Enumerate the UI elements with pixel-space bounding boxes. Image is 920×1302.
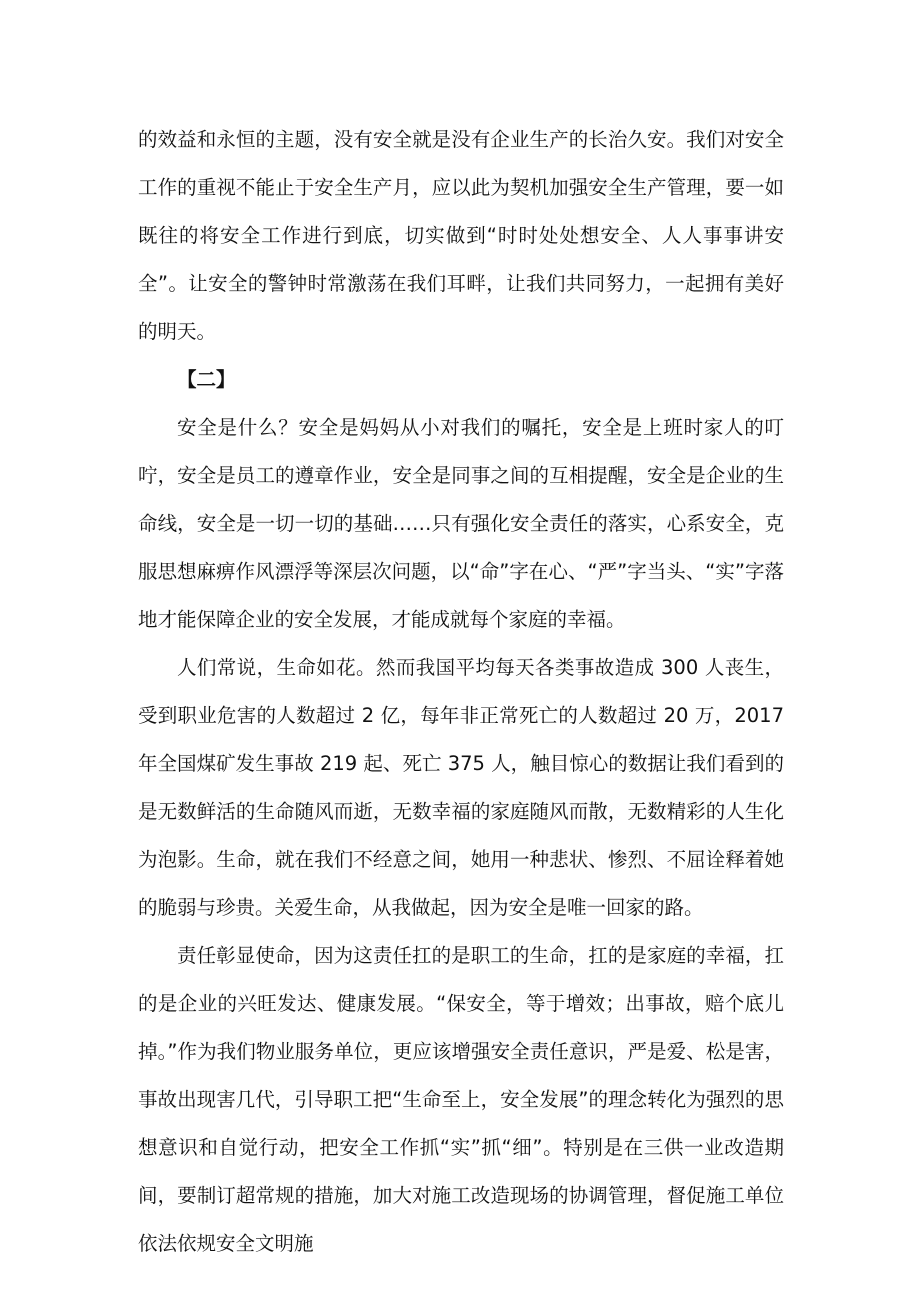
paragraph-safety-definition: 安全是什么？安全是妈妈从小对我们的嘱托，安全是上班时家人的叮咛，安全是员工的遵章作业，安全是同事之间的互相提醒，安全是企业的生命线，安全是一切一切的基础……只有强化安全责任的落实，心系安全，克服思想麻痹作风漂浮等深层次问题，以“命”字在心、“严”字当头、“实”字落地才能保障企业的安全发展，才能成就每个家庭的幸福。 <box>138 416 784 631</box>
paragraph-accident-statistics: 人们常说，生命如花。然而我国平均每天各类事故造成 300 人丧生，受到职业危害的人数超过 2 亿，每年非正常死亡的人数超过 20 万，2017 年全国煤矿发生事故 219 起、死亡 375 人，触目惊心的数据让我们看到的是无数鲜活的生命随风而逝，无数幸福的家庭随风而散，无数精彩的人生化为泡影。生命，就在我们不经意之间，她用一种悲状、惨烈、不屈诠释着她的脆弱与珍贵。关爱生命，从我做起，因为安全是唯一回家的路。 <box>138 656 784 919</box>
section-heading: 【二】 <box>177 368 236 391</box>
paragraph-responsibility: 责任彰显使命，因为这责任扛的是职工的生命，扛的是家庭的幸福，扛的是企业的兴旺发达、健康发展。“保安全，等于增效；出事故，赔个底儿掉。”作为我们物业服务单位，更应该增强安全责任意识，严是爱、松是害，事故出现害几代，引导职工把“生命至上，安全发展”的理念转化为强烈的思想意识和自觉行动，把安全工作抓“实”抓“细”。特别是在三供一业改造期间，要制订超常规的措施，加大对施工改造现场的协调管理，督促施工单位依法依规安全文明施 <box>138 944 784 1255</box>
document-page <box>138 116 784 1268</box>
continued-paragraph: 的效益和永恒的主题，没有安全就是没有企业生产的长治久安。我们对安全工作的重视不能止于安全生产月，应以此为契机加强安全生产管理，要一如既往的将安全工作进行到底，切实做到“时时处处想安全、人人事事讲安全”。让安全的警钟时常激荡在我们耳畔，让我们共同努力，一起拥有美好的明天。 <box>138 128 784 343</box>
